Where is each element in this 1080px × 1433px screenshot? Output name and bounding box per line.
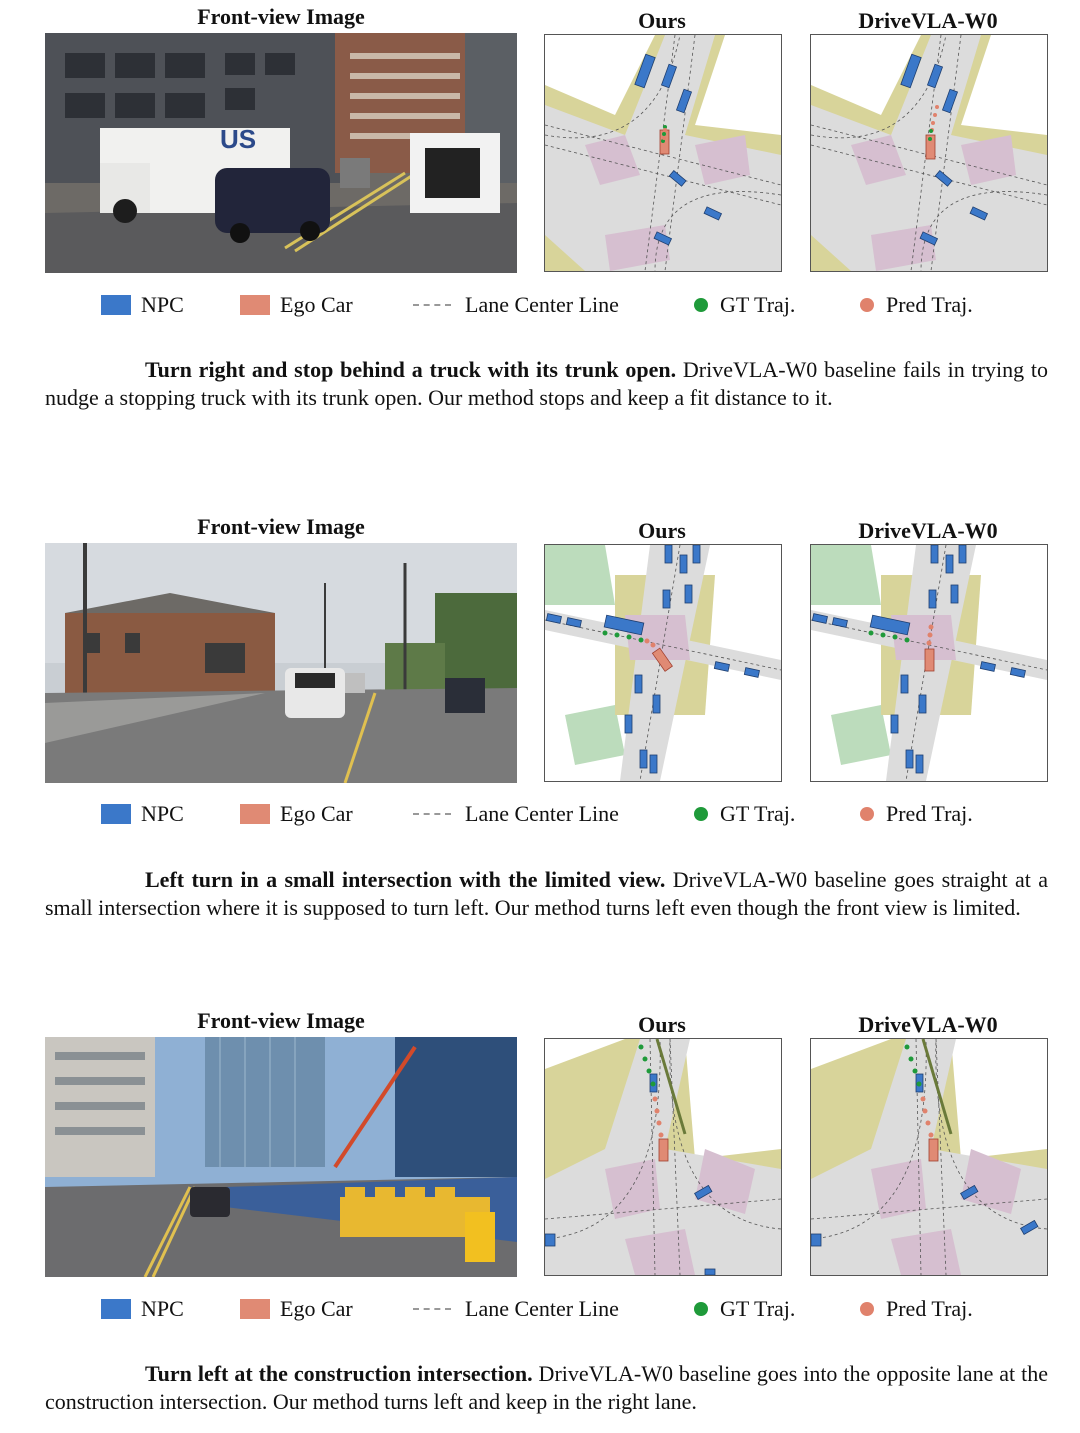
legend-pred [860, 292, 973, 318]
bev-map-baseline [810, 34, 1048, 272]
legend-gt [694, 292, 795, 318]
legend-npc [101, 292, 184, 318]
legend-lane [413, 292, 619, 318]
figure-3 [0, 1004, 1080, 1433]
lane-dash-icon [413, 813, 451, 815]
figure-1 [0, 0, 1080, 470]
caption [45, 356, 1048, 412]
legend-pred-label: Pred Traj. [886, 292, 973, 317]
legend-lane [413, 801, 619, 827]
legend [0, 801, 1080, 831]
baseline-title: DriveVLA-W0 [858, 518, 998, 543]
legend-npc [101, 801, 184, 827]
caption [45, 1360, 1048, 1416]
legend-ego [240, 1296, 353, 1322]
front-view-image [45, 33, 517, 273]
caption-body: DriveVLA-W0 baseline goes straight at a small intersection where it is supposed to turn left. Our method turns left even though the front view is limited. [45, 867, 1048, 920]
legend-gt [694, 1296, 795, 1322]
legend-gt-label: GT Traj. [720, 292, 796, 317]
bev-map-ours [544, 544, 782, 782]
npc-swatch [101, 1299, 131, 1319]
legend-npc-label: NPC [141, 801, 184, 826]
npc-swatch [101, 295, 131, 315]
ego-swatch [240, 1299, 270, 1319]
front-view-image [45, 1037, 517, 1277]
gt-dot [694, 298, 708, 312]
legend-npc-label: NPC [141, 292, 184, 317]
svg-text:US: US [220, 124, 257, 154]
lane-dash-icon [413, 1308, 451, 1310]
front-view-title: Front-view Image [197, 4, 365, 29]
legend-npc [101, 1296, 184, 1322]
ours-title: Ours [638, 8, 686, 33]
legend-lane-label: Lane Center Line [465, 801, 619, 826]
gt-dot [694, 807, 708, 821]
bev-map-ours [544, 1038, 782, 1276]
caption-title: Turn left at the construction intersection. [145, 1361, 533, 1386]
front-view-title: Front-view Image [197, 514, 365, 539]
legend-ego [240, 292, 353, 318]
legend-pred [860, 801, 973, 827]
legend-lane [413, 1296, 619, 1322]
bev-map-baseline [810, 1038, 1048, 1276]
legend-ego-label: Ego Car [280, 801, 353, 826]
legend-ego-label: Ego Car [280, 1296, 353, 1321]
caption-body: DriveVLA-W0 baseline fails in trying to nudge a stopping truck with its trunk open. Our method stops and keep a fit distance to it. [45, 357, 1048, 410]
legend [0, 292, 1080, 322]
legend-ego [240, 801, 353, 827]
caption [45, 866, 1048, 922]
legend-gt-label: GT Traj. [720, 801, 796, 826]
legend-pred [860, 1296, 973, 1322]
legend [0, 1296, 1080, 1326]
npc-swatch [101, 804, 131, 824]
bev-map-baseline [810, 544, 1048, 782]
legend-lane-label: Lane Center Line [465, 292, 619, 317]
legend-pred-label: Pred Traj. [886, 1296, 973, 1321]
pred-dot [860, 1302, 874, 1316]
legend-gt [694, 801, 795, 827]
ego-swatch [240, 804, 270, 824]
front-view-image [45, 543, 517, 783]
legend-lane-label: Lane Center Line [465, 1296, 619, 1321]
ours-title: Ours [638, 518, 686, 543]
pred-dot [860, 298, 874, 312]
ours-title: Ours [638, 1012, 686, 1037]
legend-gt-label: GT Traj. [720, 1296, 796, 1321]
figure-2 [0, 510, 1080, 980]
bev-map-ours [544, 34, 782, 272]
baseline-title: DriveVLA-W0 [858, 8, 998, 33]
lane-dash-icon [413, 304, 451, 306]
legend-pred-label: Pred Traj. [886, 801, 973, 826]
caption-title: Left turn in a small intersection with the limited view. [145, 867, 666, 892]
ego-swatch [240, 295, 270, 315]
caption-title: Turn right and stop behind a truck with its trunk open. [145, 357, 677, 382]
pred-dot [860, 807, 874, 821]
legend-npc-label: NPC [141, 1296, 184, 1321]
gt-dot [694, 1302, 708, 1316]
baseline-title: DriveVLA-W0 [858, 1012, 998, 1037]
front-view-title: Front-view Image [197, 1008, 365, 1033]
legend-ego-label: Ego Car [280, 292, 353, 317]
caption-body: DriveVLA-W0 baseline goes into the opposite lane at the construction intersection. Our method turns left and keep in the right lane. [45, 1361, 1048, 1414]
